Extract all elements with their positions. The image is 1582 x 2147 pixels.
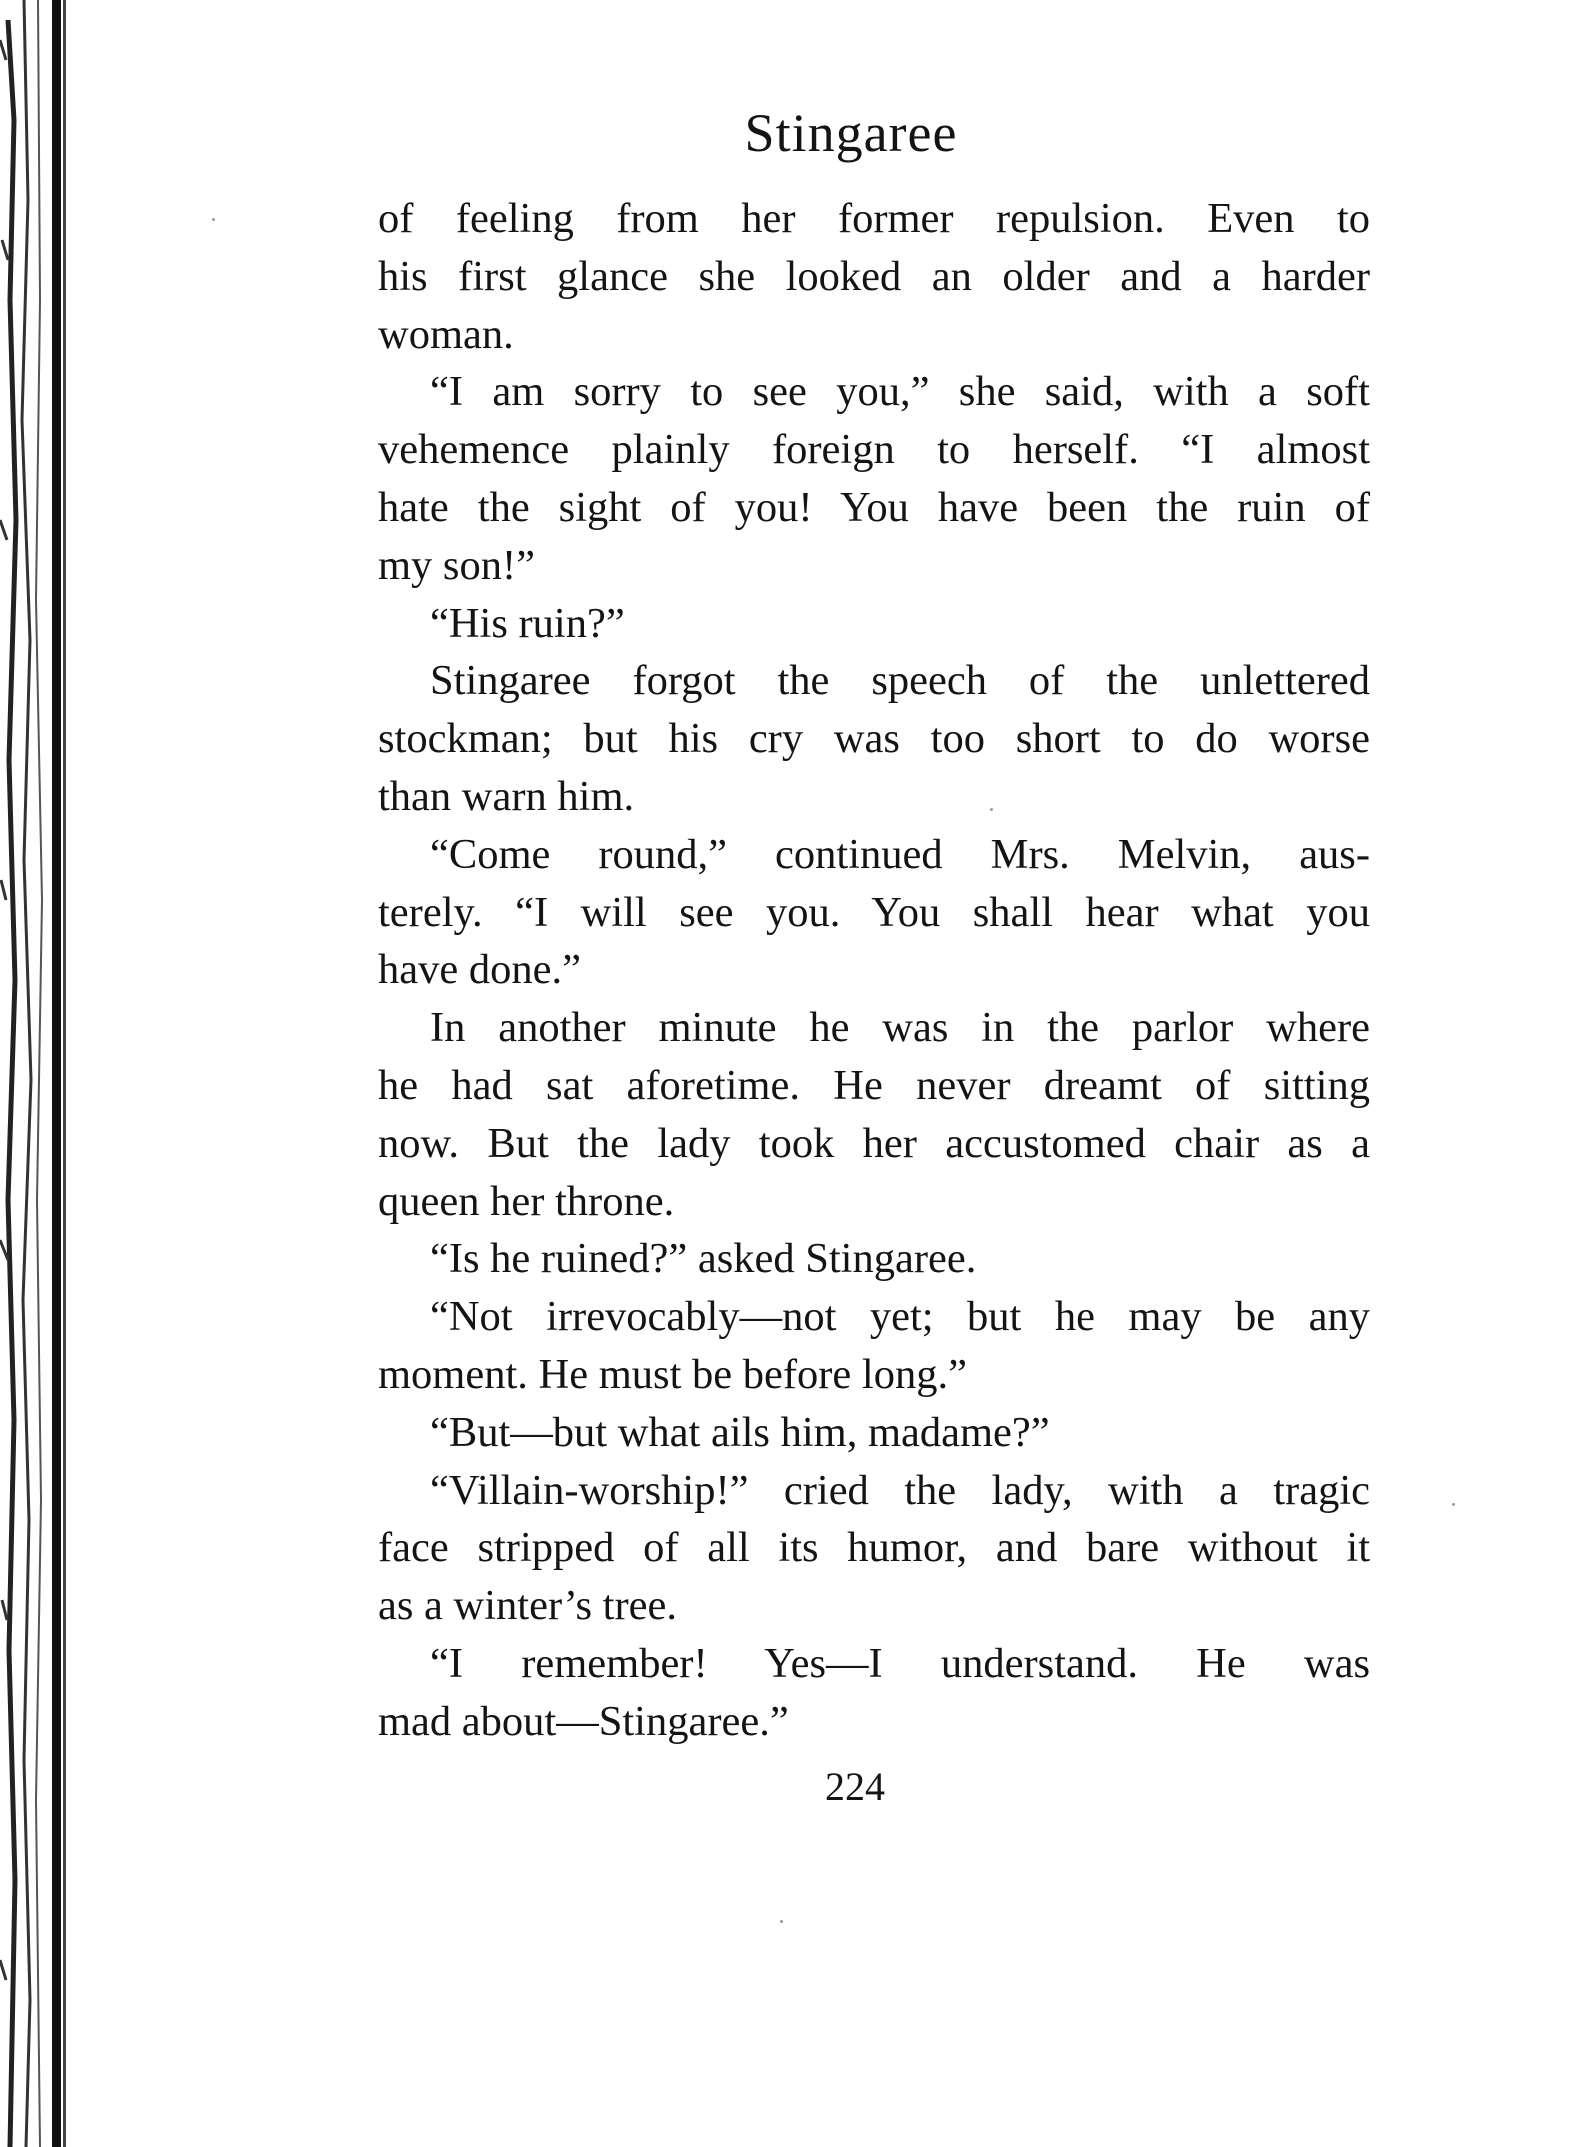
text-line: vehemence plainly foreign to herself. “I almost [378,426,1370,474]
scan-speck [1452,1503,1455,1506]
text-line: “Is he ruined?” asked Stingaree. [430,1235,977,1283]
page-number [0,1762,1582,1812]
body-text [378,190,1370,1751]
text-line: Stingaree forgot the speech of the unlettered [430,657,1370,705]
text-line: moment. He must be before long.” [378,1350,967,1398]
text-line: than warn him. [378,772,635,820]
text-line: now. But the lady took her accustomed chair as a [378,1119,1370,1167]
text-line: of feeling from her former repulsion. Even to [378,195,1370,242]
page-binding-edge [0,0,90,2147]
text-line: queen her throne. [378,1177,675,1225]
text-line: face stripped of all its humor, and bare without it [378,1524,1370,1572]
text-line: he had sat aforetime. He never dreamt of sitting [378,1061,1370,1109]
text-line: stockman; but his cry was too short to do worse [378,715,1370,763]
text-line: In another minute he was in the parlor where [430,1004,1370,1052]
text-line: “But—but what ails him, madame?” [430,1408,1050,1456]
text-line: have done.” [378,946,581,994]
text-line: mad about—Stingaree.” [378,1697,789,1745]
text-line: as a winter’s tree. [378,1582,677,1630]
running-head-text: Stingaree [744,103,958,163]
text-line: my son!” [378,541,535,589]
scan-speck [212,218,215,221]
text-line: “I am sorry to see you,” she said, with a soft [430,368,1370,416]
text-line: woman. [378,310,514,358]
scan-speck [780,1920,783,1923]
page-number-text: 224 [825,1764,885,1809]
text-line: “His ruin?” [430,599,625,647]
text-line: “Not irrevocably—not yet; but he may be any [430,1293,1370,1341]
running-head [0,100,1582,166]
text-line: hate the sight of you! You have been the ruin of [378,483,1370,531]
text-line: “I remember! Yes—I understand. He was [430,1639,1370,1687]
text-line: his first glance she looked an older and a harder [378,252,1370,300]
text-line: “Come round,” continued Mrs. Melvin, aus- [430,830,1370,878]
text-line: “Villain-worship!” cried the lady, with a tragic [430,1466,1370,1514]
text-line: terely. “I will see you. You shall hear what you [378,888,1370,936]
